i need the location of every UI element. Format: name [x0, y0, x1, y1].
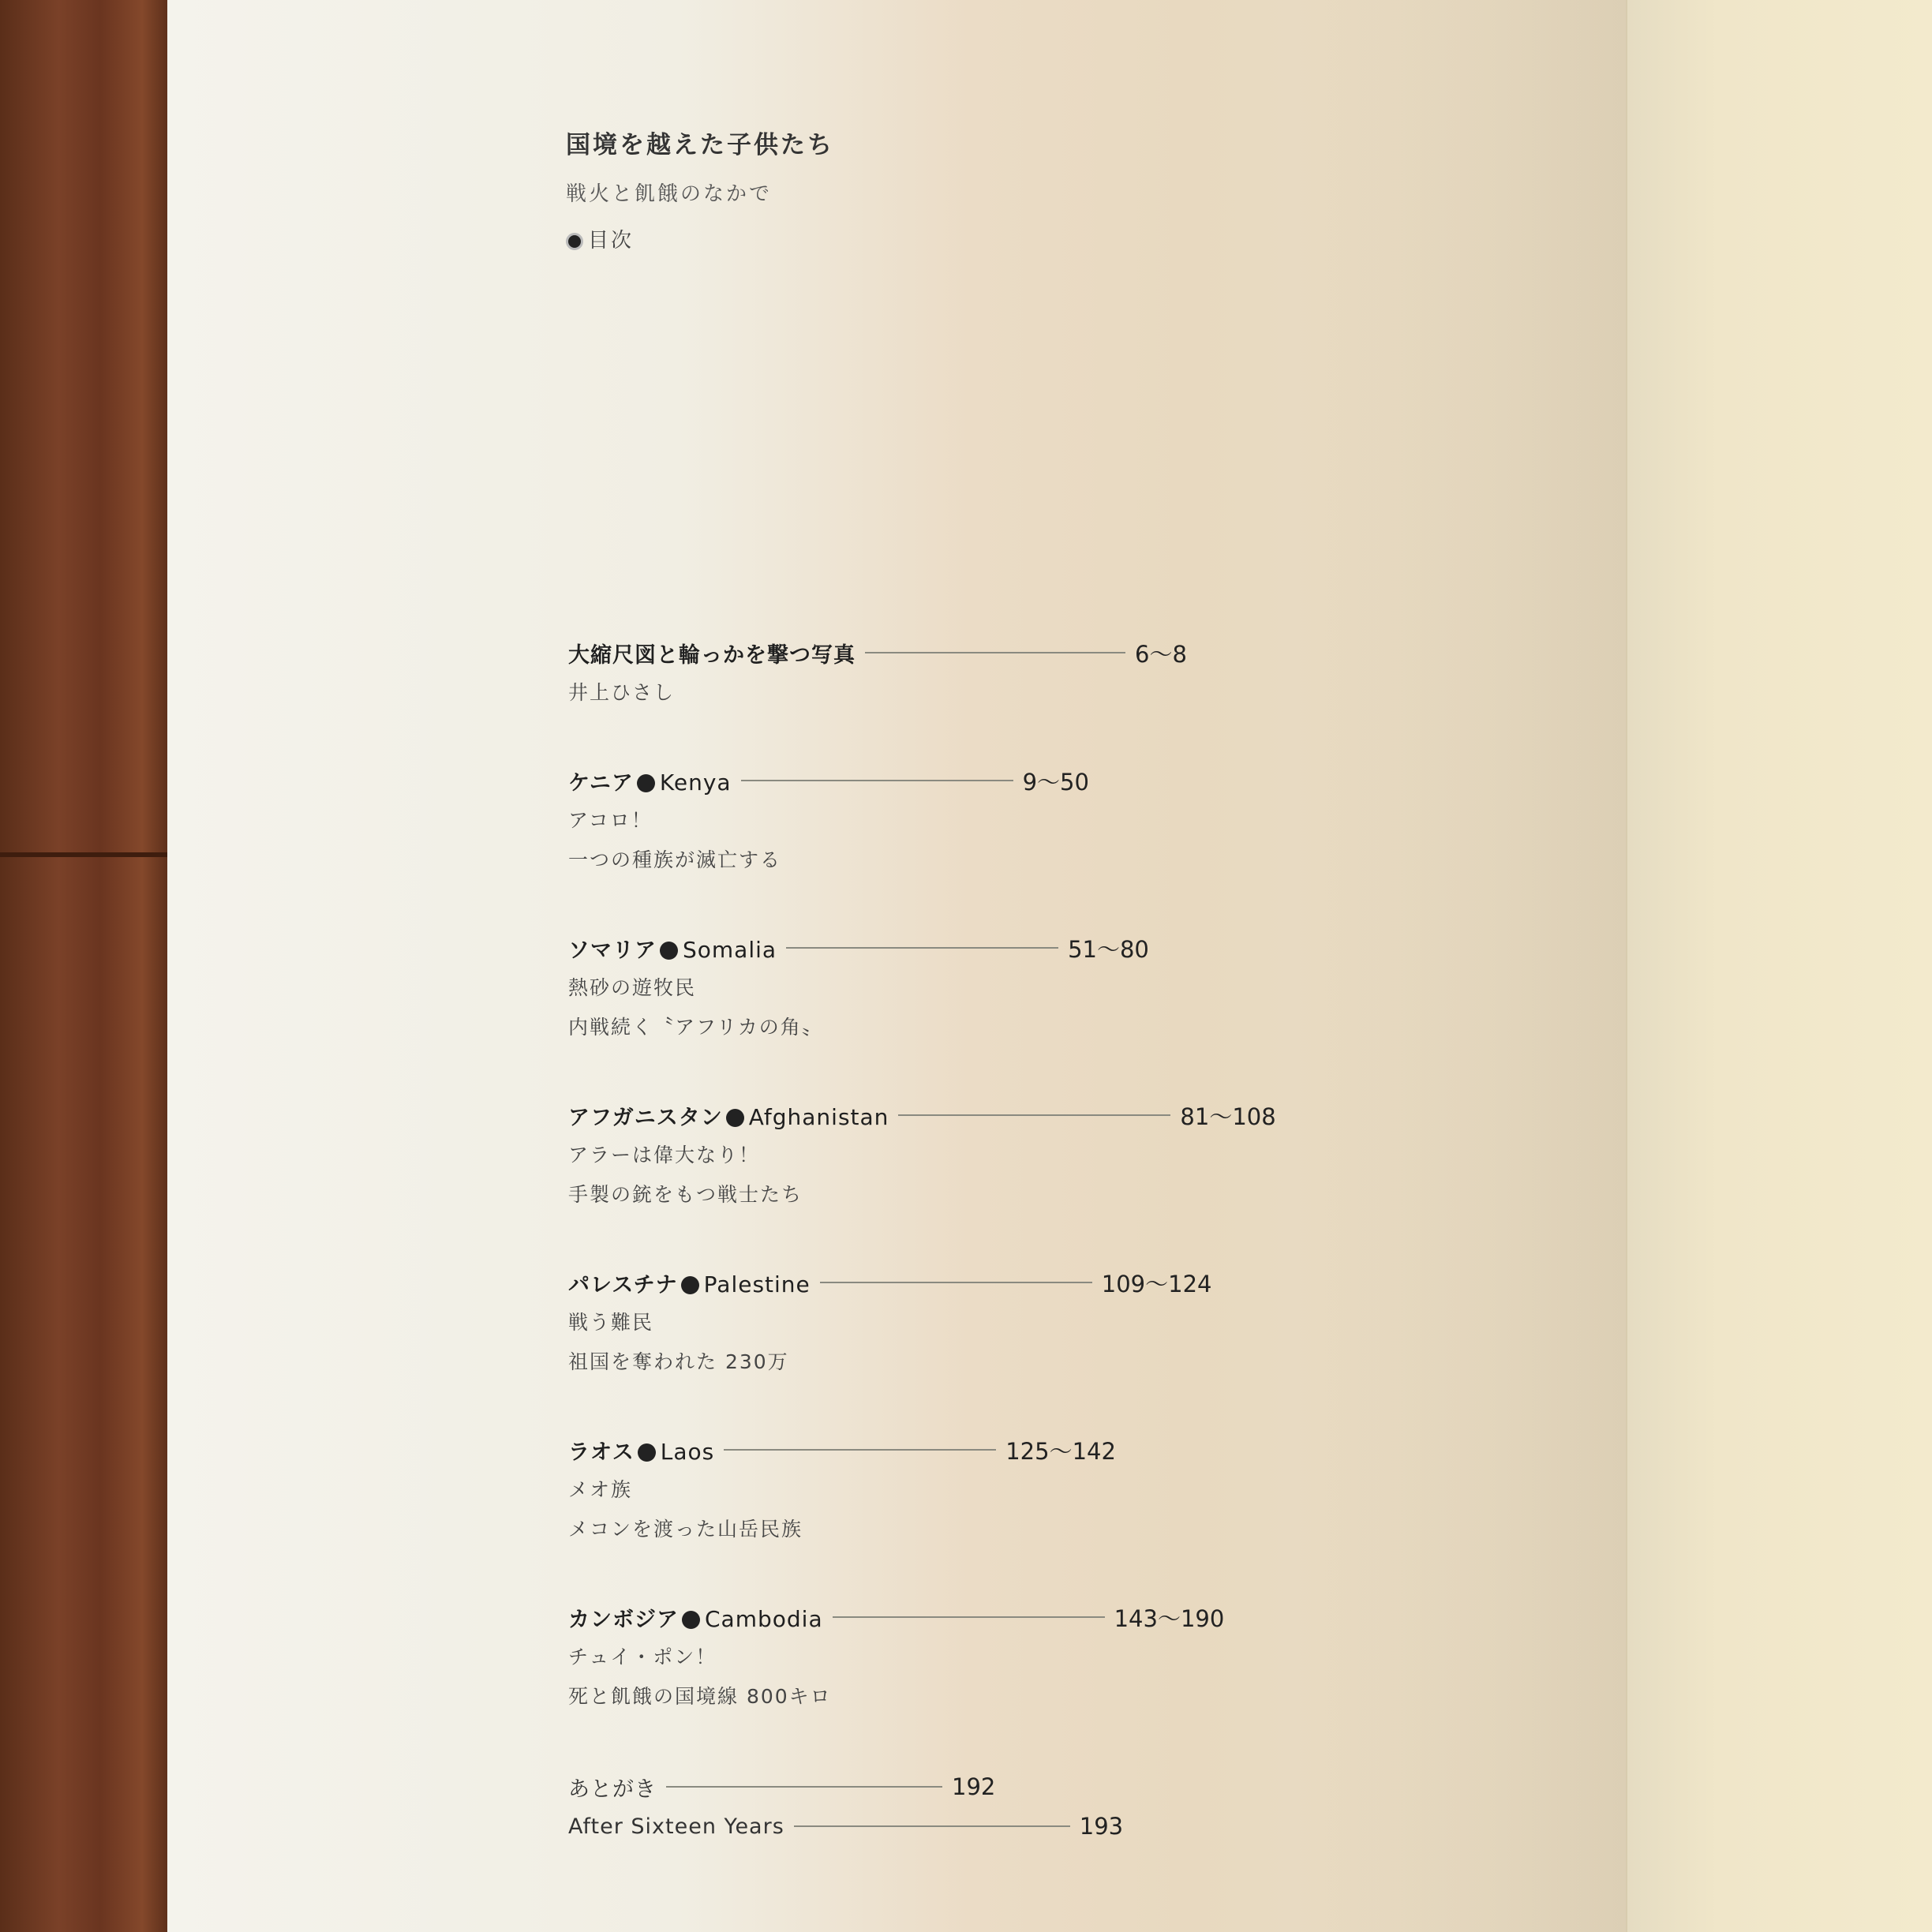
toc-entry-title: ソマリア Somalia — [568, 936, 777, 963]
toc-subtitle: 手製の銃をもつ戦士たち — [568, 1183, 803, 1206]
contents-label — [566, 224, 834, 253]
toc-author: 井上ひさし — [568, 681, 676, 704]
leader-line — [741, 780, 1013, 781]
toc-page-number: 192 — [952, 1773, 996, 1800]
toc-end-entry — [568, 1767, 1357, 1807]
bullet-icon — [682, 1611, 700, 1629]
toc-entry — [568, 1432, 1357, 1546]
toc-subtitle: 死と飢餓の国境線 800キロ — [568, 1685, 832, 1708]
toc-entry — [568, 635, 1357, 710]
book-subtitle: 戦火と飢餓のなかで — [566, 182, 773, 206]
toc-page-range: 109～124 — [1101, 1270, 1212, 1297]
leader-line — [833, 1616, 1105, 1618]
leader-line — [898, 1114, 1170, 1116]
next-page-edge — [1627, 0, 1932, 1932]
leader-line — [724, 1449, 996, 1451]
leader-line — [786, 947, 1058, 949]
bullet-icon — [681, 1276, 699, 1294]
bullet-icon — [638, 1443, 656, 1462]
toc-page-range: 9～50 — [1022, 768, 1089, 796]
bullet-icon — [566, 233, 583, 250]
contents-label-text: 目次 — [588, 229, 635, 253]
toc-subtitle: メコンを渡った山岳民族 — [568, 1518, 803, 1541]
toc-subtitle: 熱砂の遊牧民 — [568, 976, 697, 999]
toc-page-range: 6～8 — [1135, 640, 1187, 668]
toc-end-entry — [568, 1807, 1357, 1846]
table-seam — [0, 852, 167, 857]
toc-entry — [568, 763, 1357, 877]
toc-entry — [568, 1265, 1357, 1379]
toc-subtitle: アラーは偉大なり！ — [568, 1144, 761, 1166]
leader-line — [666, 1786, 942, 1788]
bullet-icon — [726, 1109, 744, 1127]
toc-subtitle: 内戦続く〝アフリカの角〟 — [568, 1016, 823, 1039]
toc-end-title: After Sixteen Years — [568, 1814, 784, 1839]
toc-entry — [568, 930, 1357, 1044]
toc-subtitle: 祖国を奪われた 230万 — [568, 1350, 789, 1373]
toc-page-number: 193 — [1079, 1813, 1124, 1840]
toc-entry-title: パレスチナ Palestine — [568, 1271, 811, 1297]
toc-entry-title: カンボジア Cambodia — [568, 1605, 823, 1632]
bullet-icon — [637, 774, 655, 792]
toc-entry — [568, 1098, 1357, 1211]
toc-subtitle: 戦う難民 — [568, 1311, 654, 1334]
leader-line — [865, 652, 1125, 653]
table-of-contents — [568, 635, 1357, 1846]
leader-line — [820, 1282, 1092, 1283]
toc-entry-title: アフガニスタン Afghanistan — [568, 1103, 889, 1130]
toc-page-range: 125～142 — [1005, 1437, 1116, 1465]
toc-entry-title: 大縮尺図と輪っかを撃つ写真 — [568, 642, 856, 668]
leader-line — [794, 1825, 1070, 1827]
toc-page-range: 81～108 — [1180, 1103, 1276, 1130]
toc-subtitle: アコロ！ — [568, 809, 653, 832]
book-header — [566, 125, 834, 253]
book-title: 国境を越えた子供たち — [566, 131, 834, 159]
toc-page-range: 143～190 — [1114, 1604, 1225, 1632]
toc-entry — [568, 1600, 1357, 1713]
toc-subtitle: メオ族 — [568, 1478, 633, 1501]
toc-page-range: 51～80 — [1068, 935, 1149, 963]
toc-end-title: あとがき — [568, 1777, 657, 1802]
bullet-icon — [660, 942, 678, 960]
toc-subtitle: 一つの種族が滅亡する — [568, 848, 782, 871]
wooden-table — [0, 0, 167, 1932]
toc-subtitle: チュイ・ポン！ — [568, 1646, 717, 1668]
toc-entry-title: ラオス Laos — [568, 1438, 715, 1465]
toc-entry-title: ケニア Kenya — [568, 769, 732, 796]
